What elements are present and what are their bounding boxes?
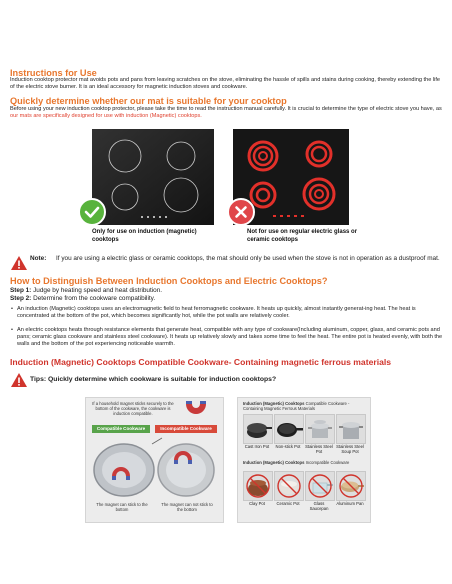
suitability-body-plain: Before using your new induction cooktop protector, please take the time to read the instruction manual carefully. It is crucial to determine the type of electric stove you have, as bbox=[10, 106, 442, 112]
bullet-induction: • An induction (Magnetic) cooktops uses an electromagnetic field to heat ferromagnetic cookware. It heats up quickly, almost instantly generat-ing heat. The heat is concentrated at the bottom of the pot, which becomes significantly hot, while the pot walls are relatively cooler. bbox=[17, 306, 443, 320]
instructions-title: Instructions for Use bbox=[10, 68, 97, 78]
check-icon bbox=[78, 198, 106, 226]
induction-only-caption: Only for use on induction (magnetic) cooktops bbox=[92, 229, 197, 243]
compatible-item-label: Stainless Steel Pot bbox=[305, 444, 333, 454]
cookware-panel bbox=[237, 397, 371, 523]
step2 bbox=[10, 295, 155, 303]
incompatible-item-label: Glass Saucepan bbox=[309, 501, 329, 511]
step2-text: Determine from the cookware compatibility. bbox=[33, 295, 156, 302]
note-block bbox=[30, 255, 442, 263]
stainless-steel-soup-pot-image bbox=[336, 414, 366, 444]
stick-caption: The magnet can stick to the bottom bbox=[96, 502, 148, 512]
note-label: Note: bbox=[30, 255, 47, 262]
compatible-panel-title bbox=[243, 401, 365, 411]
bullet-electric: • An electric cooktops heats through resistance elements that generate heat, compatible with any type of cookware(Including aluminum, copper, glass, and ceramic pots and pans; ceramic glass cookware and stainless steel cookware). It heats up relatively slowly and takes some time to feel the heat. The entire pot is heated evenly, with both the walls and the bottom of the pot experiencing noticeable warmth. bbox=[17, 327, 443, 348]
distinguish-title: How to Distinguish Between Induction Cooktops and Electric Cooktops? bbox=[10, 276, 328, 286]
compatible-panel-title-rest: Compatible Cookware -Containing Magnetic Ferrous Materials bbox=[243, 401, 350, 411]
induction-cooktop-image bbox=[92, 129, 214, 225]
compatible-panel-title-bold: Induction (Magnetic) Cooktops bbox=[243, 401, 305, 406]
suitability-body bbox=[10, 106, 444, 120]
incompatible-item-label: Ceramic Pot bbox=[276, 501, 300, 506]
step2-label: Step 2: bbox=[10, 295, 32, 302]
cast-iron-pot-image bbox=[243, 414, 273, 444]
magnet-icon bbox=[182, 400, 210, 422]
warning-icon bbox=[10, 372, 28, 388]
note-text: If you are using a electric glass or ceramic cooktops, the mat should only be used when the stove is not in operation as a dustproof mat. bbox=[56, 255, 440, 262]
tips-text: Tips: Quickly determine which cookware is suitable for induction cooktops? bbox=[30, 376, 277, 383]
incompatible-item-label: Aluminum Pan bbox=[336, 501, 364, 506]
incompatible-panel-title bbox=[243, 460, 365, 465]
suitability-title: Quickly determine whether our mat is suitable for your cooktop bbox=[10, 96, 287, 106]
step1-text: Judge by heating speed and heat distribution. bbox=[33, 287, 163, 294]
compatible-item-label: Cast Iron Pot bbox=[244, 444, 270, 449]
compatible-item-label: Stainless Steel Soup Pot bbox=[336, 444, 364, 454]
incompatible-label: Incompatible Cookware bbox=[155, 425, 217, 433]
stainless-steel-pot-image bbox=[305, 414, 335, 444]
instructions-body: Induction cooktop protector mat avoids pots and pans from leaving scratches on the stove, eliminating the hassle of spills and stains during cooking, thereby extending the life of the electric stove burner. It is an ideal accessory for magnetic induction stoves and cookware. bbox=[10, 77, 441, 90]
step1-label: Step 1: bbox=[10, 287, 32, 294]
close-icon bbox=[227, 198, 255, 226]
glass-saucepan-image bbox=[305, 471, 335, 501]
compatible-label: Compatible Cookware bbox=[92, 425, 150, 433]
suitability-body-highlight: our mats are specifically designed for use with induction (Magnetic) cooktops. bbox=[10, 113, 202, 119]
warning-icon bbox=[10, 255, 28, 271]
incompatible-panel-title-rest: Incompatible Cookware bbox=[305, 460, 350, 465]
step1 bbox=[10, 287, 162, 295]
incompatible-panel-title-bold: Induction (Magnetic) Cooktops bbox=[243, 460, 305, 465]
clay-pot-image bbox=[243, 471, 273, 501]
cookware-title: Induction (Magnetic) Cooktops Compatible Cookware- Containing magnetic ferrous materials bbox=[10, 357, 392, 367]
pan-magnet-illustration bbox=[90, 436, 218, 498]
aluminum-pan-image bbox=[336, 471, 366, 501]
non-stick-pot-image bbox=[274, 414, 304, 444]
not-for-ceramic-caption: Not for use on regular electric glass or ceramic cooktops bbox=[247, 229, 358, 243]
magnet-test-panel bbox=[85, 397, 224, 523]
magnet-intro: If a household magnet sticks securely to the bottom of the cookware, the cookware is induction compatible. bbox=[92, 401, 174, 416]
not-stick-caption: The magnet can not stick to the bottom bbox=[161, 502, 213, 512]
incompatible-item-label: Clay Pot bbox=[249, 501, 265, 506]
compatible-item-label: Non-stick Pot bbox=[275, 444, 301, 449]
ceramic-pot-image bbox=[274, 471, 304, 501]
